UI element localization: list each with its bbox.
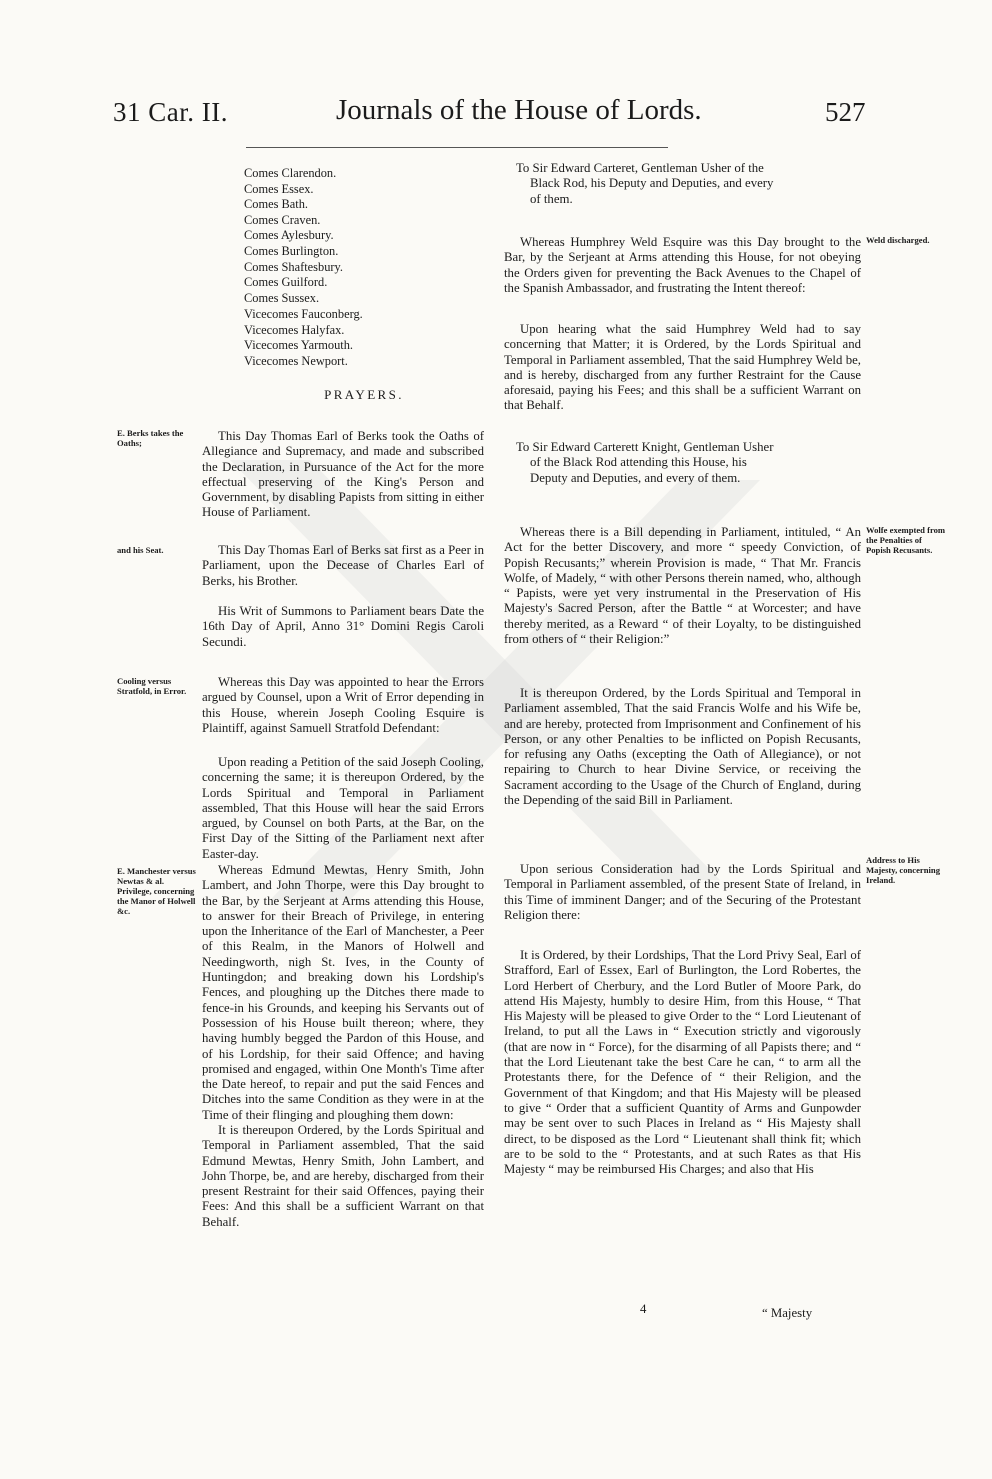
vicecomes-item: Vicecomes Halyfax. xyxy=(244,322,345,337)
margin-note: E. Berks takes the Oaths; xyxy=(117,428,184,448)
vicecomes-item: Vicecomes Yarmouth. xyxy=(244,338,354,353)
margin-note: and his Seat. xyxy=(117,545,164,555)
signature-mark: 4 xyxy=(640,1302,647,1316)
comes-item: Comes Sussex. xyxy=(244,290,320,305)
comes-item: Comes Essex. xyxy=(244,181,314,196)
comes-item: Comes Shaftesbury. xyxy=(244,259,343,274)
paragraph: This Day Thomas Earl of Berks took the Oaths of Allegiance and Supremacy, and made and subscribed the Declaration, in Pursuance of the Act for the more effectual preserving of the King's Person and Government, by disabling Papists from sitting in either House of Parliament. xyxy=(202,429,484,520)
paragraph: Upon reading a Petition of the said Joseph Cooling, concerning the same; it is thereupon Ordered, by the Lords Spiritual and Temporal in Parliament assembled, That this House will hear the said Errors argued, by Counsel on both Parts, at the Bar, on the First Day of the Sitting of the Parliament next after Easter-day. xyxy=(202,755,484,861)
comes-list xyxy=(244,166,343,306)
margin-note: Address to His Majesty, concerning Ireland. xyxy=(866,855,940,885)
comes-item: Comes Craven. xyxy=(244,212,321,227)
warrant-address: To Sir Edward Carterett Knight, Gentleman Usher of the Black Rod attending this House, his Deputy and Deputies, and every of them. xyxy=(516,440,774,485)
paragraph: It is thereupon Ordered, by the Lords Spiritual and Temporal in Parliament assembled, That the said Edmund Mewtas, Henry Smith, John Lambert, and John Thorpe, be, and are hereby, discharged from their present Restraint for their said Offences, paying their Fees: And this shall be a sufficient Warrant on that Behalf. xyxy=(202,1123,484,1229)
catchword: “ Majesty xyxy=(762,1306,813,1320)
page-number: 527 xyxy=(825,97,866,127)
comes-item: Comes Bath. xyxy=(244,197,309,212)
paragraph: It is thereupon Ordered, by the Lords Spiritual and Temporal in Parliament assembled, That the said Francis Wolfe and his Wife be, and are hereby, protected from Imprisonment and Confinement of his Person, or any other Penalties to be inflicted on Popish Recusants, for refusing any Oaths (excepting the Oath of Allegiance), or not repairing to Church to hear Divine Service, or receiving the Sacrament according to the Usage of the Church of England, during the Depending of the said Bill in Parliament. xyxy=(504,686,861,808)
paragraph: This Day Thomas Earl of Berks sat first as a Peer in Parliament, upon the Decease of Charles Earl of Berks, his Brother. xyxy=(202,543,484,588)
vicecomes-item: Vicecomes Fauconberg. xyxy=(244,307,363,321)
paragraph: Whereas Humphrey Weld Esquire was this Day brought to the Bar, by the Serjeant at Arms attending this House, for not obeying the Orders given for preventing the Back Avenues to the Chapel of the Spanish Ambassador, and frustrating the Intent thereof: xyxy=(504,235,861,295)
prayers-heading: PRAYERS. xyxy=(324,387,404,402)
paragraph: Upon hearing what the said Humphrey Weld had to say concerning that Matter; it is Ordered, by the Lords Spiritual and Temporal in Parliament assembled, That the said Humphrey Weld be, and is hereby, discharged from any further Restraint for the Cause aforesaid, paying his Fees; and this shall be a sufficient Warrant on that Behalf. xyxy=(504,322,861,413)
margin-note: Wolfe exempted from the Penalties of Popish Recusants. xyxy=(866,525,946,555)
comes-item: Comes Aylesbury. xyxy=(244,228,334,243)
margin-note: Weld discharged. xyxy=(866,235,930,245)
paragraph: His Writ of Summons to Parliament bears Date the 16th Day of April, Anno 31° Domini Regis Caroli Secundi. xyxy=(202,604,484,649)
margin-note: Cooling versus Stratfold, in Error. xyxy=(117,676,187,696)
margin-note: E. Manchester versus Newtas & al. Privilege, concerning the Manor of Holwell &c. xyxy=(117,866,196,916)
paragraph: Whereas this Day was appointed to hear the Errors argued by Counsel, upon a Writ of Error depending in this House, wherein Joseph Cooling Esquire is Plaintiff, against Samuell Stratfold Defendant: xyxy=(202,675,484,735)
vicecomes-item: Vicecomes Newport. xyxy=(244,353,348,368)
comes-item: Comes Burlington. xyxy=(244,243,339,258)
paragraph: Whereas Edmund Mewtas, Henry Smith, John Lambert, and John Thorpe, were this Day brought to the Bar, by the Serjeant at Arms attending this House, to answer for their Breach of Privilege, in entering upon the Inheritance of the Earl of Manchester, a Peer of this Realm, in the Manors of Holwell and Needingworth, nigh St. Ives, in the County of Huntingdon; and breaking down his Lordship's Fences, and ploughing up the Ditches there made to fence-in his Grounds, and keeping his Servants out of Possession of his House built thereon; where, they having humbly begged the Pardon of this House, and of his Lordship, for their said Offence; and having promised and engaged, within One Month's Time after the Date hereof, to repair and put the said Fences and Ditches into the same Condition as they were in at the Time of their flinging and ploughing them down: xyxy=(202,863,484,1122)
header-rule xyxy=(246,147,668,148)
regnal-year: 31 Car. II. xyxy=(113,97,228,127)
paragraph: It is Ordered, by their Lordships, That the Lord Privy Seal, Earl of Strafford, Earl of Essex, Earl of Burlington, the Lord Robertes, the Lord Herbert of Cherbury, and the Lord Butler of Moore Park, do attend His Majesty, humbly to desire Him, from this House, “ That His Majesty will be pleased to give Order to the “ Lord Lieutenant of Ireland, to put all the Laws in “ Execution strictly and vigorously (that are now in “ Force), for the disarming of all Papists there; and “ that the Lord Lieutenant take the best Care he can, “ to arm all the Protestants there, for the Defence of “ their Religion, and the Government of that Kingdom; and that His Majesty will be pleased to give “ Order that a sufficient Quantity of Arms and Gunpowder may be sent over to such Places in Ireland as “ His Majesty shall direct, to be disposed as the Lord “ Lieutenant shall think fit; which are to be sold to the “ Protestants, and at such Rates as that His Majesty “ may be reimbursed His Charges; and also that His xyxy=(504,948,861,1177)
paragraph: Whereas there is a Bill depending in Parliament, intituled, “ An Act for the better Discovery, and more “ speedy Conviction, of Popish Recusants;” wherein Provision is made, “ That Mr. Francis Wolfe, of Madely, “ with other Persons therein named, who, although “ Papists, were yet very instrumental in the Preservation of His Majesty's Sacred Person, after the Battle “ at Worcester; and have thereby merited, as a Reward “ of their Loyalty, to be distinguished from others of “ their Religion:” xyxy=(504,525,861,647)
warrant-address: To Sir Edward Carteret, Gentleman Usher of the Black Rod, his Deputy and Deputies, and every of them. xyxy=(516,161,774,206)
journal-title: Journals of the House of Lords. xyxy=(336,94,702,126)
paragraph: Upon serious Consideration had by the Lords Spiritual and Temporal in Parliament assembled, of the present State of Ireland, in this Time of imminent Danger; and of the Securing of the Protestant Religion there: xyxy=(504,862,861,922)
comes-item: Comes Guilford. xyxy=(244,275,328,290)
comes-item: Comes Clarendon. xyxy=(244,166,337,180)
vicecomes-list xyxy=(244,307,363,369)
